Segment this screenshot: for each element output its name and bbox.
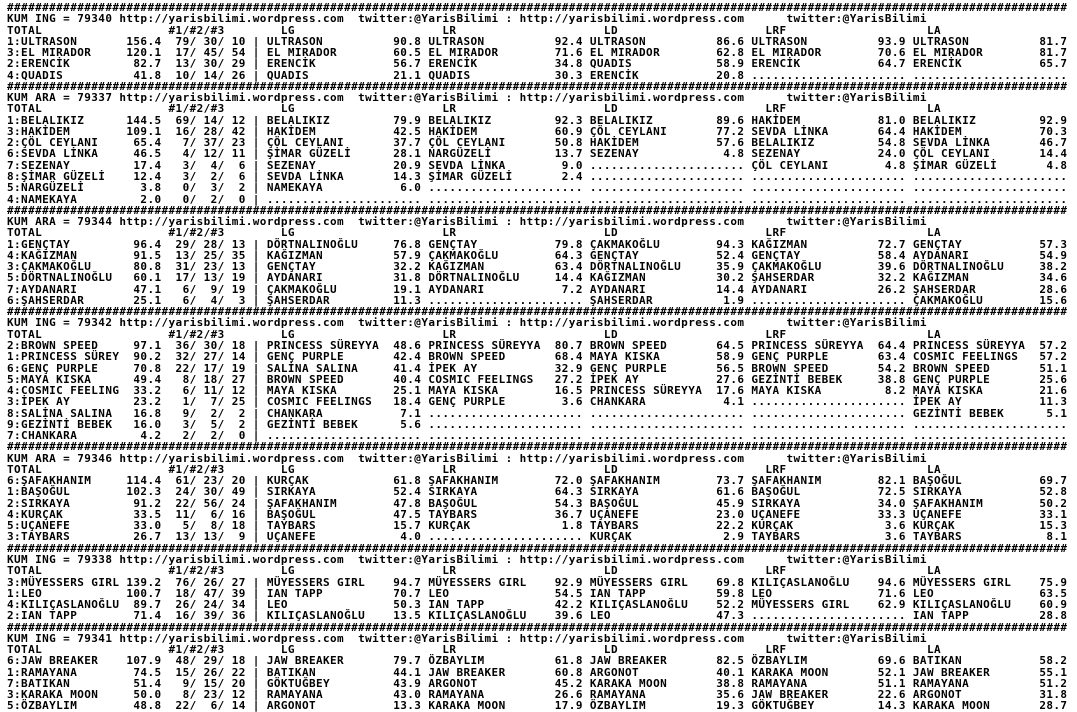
section-header-race-79338: KUM ING = 79338 http://yarisbilimi.wordpress.com twitter:@YarisBilimi : http://yarisbilimi.wordpress.com twitter:@YarisBilimi <box>7 553 927 567</box>
data-row-s2-r2: 3:ÇAKMAKOĞLU 80.8 31/ 23/ 13 | GENÇTAY 32.2 KAĞIZMAN 63.4 DÖRTNALINOĞLU 35.9 ÇAKMAKOĞLU 39.6 DÖRTNALINOĞLU 38.2 <box>7 260 1068 274</box>
data-row-s3-r0: 2:BROWN SPEED 97.1 36/ 30/ 18 | PRINCESS SÜREYYA 48.6 PRINCESS SÜREYYA 80.7 BROWN SPEED 64.5 PRINCESS SÜREYYA 64.4 PRINCESS SÜREYYA 57.2 <box>7 338 1068 352</box>
section-header-race-79341: KUM ING = 79341 http://yarisbilimi.wordpress.com twitter:@YarisBilimi : http://yarisbilimi.wordpress.com twitter:@YarisBilimi <box>7 631 927 645</box>
data-row-s6-r4: 5:ÖZBAYLIM 48.8 22/ 6/ 14 | ARGONOT 13.3 KARAKA MOON 17.9 ÖZBAYLIM 19.3 GÖKTUĞBEY 14.3 KARAKA MOON 28.7 <box>7 699 1068 712</box>
data-row-s1-r6: 5:NARGÜZELİ 3.8 0/ 3/ 2 | NAMEKAYA 6.0 ...................... ...................... ...................... ...................... <box>7 181 1068 195</box>
section-header-race-79346: KUM ARA = 79346 http://yarisbilimi.wordpress.com twitter:@YarisBilimi : http://yarisbilimi.wordpress.com twitter:@YarisBilimi <box>7 451 927 465</box>
data-row-s4-r3: 4:KURÇAK 33.5 11/ 6/ 16 | BAŞOĞUL 47.5 TAYBARS 36.7 UÇANEFE 23.0 UÇANEFE 33.3 UÇANEFE 33.1 <box>7 507 1068 521</box>
data-row-s0-r0: 1:ULTRASON 156.4 79/ 30/ 10 | ULTRASON 90.8 ULTRASON 92.4 ULTRASON 86.6 ULTRASON 93.9 ULTRASON 81.7 <box>7 34 1068 48</box>
section-header-race-79344: KUM ARA = 79344 http://yarisbilimi.wordpress.com twitter:@YarisBilimi : http://yarisbilimi.wordpress.com twitter:@YarisBilimi <box>7 215 927 229</box>
data-row-s2-r5: 6:ŞAHSERDAR 25.1 6/ 4/ 3 | ŞAHSERDAR 11.3 ...................... ŞAHSERDAR 1.9 ...................... ÇAKMAKOĞLU 15.6 <box>7 293 1068 307</box>
section-divider: ####################################################################################################################################################### <box>7 79 1068 93</box>
data-row-s1-r5: 8:ŞİMAR GÜZELİ 12.4 3/ 2/ 6 | SEVDA LİNKA 14.3 ŞİMAR GÜZELİ 2.4 ...................... ...................... ...................... <box>7 169 1068 183</box>
section-header-race-79340: KUM ING = 79340 http://yarisbilimi.wordpress.com twitter:@YarisBilimi : http://yarisbilimi.wordpress.com twitter:@YarisBilimi <box>7 12 927 26</box>
data-row-s5-r1: 1:LEO 100.7 18/ 47/ 39 | IAN TAPP 70.7 LEO 54.5 IAN TAPP 59.8 LEO 71.6 LEO 63.5 <box>7 586 1068 600</box>
data-row-s3-r4: 4:COSMIC FEELING 33.2 6/ 11/ 12 | MAYA KISKA 25.1 MAYA KISKA 16.5 PRINCESS SÜREYYA 17.6 MAYA KISKA 8.2 MAYA KISKA 21.6 <box>7 384 1068 398</box>
data-row-s1-r2: 2:ÇÖL CEYLANI 65.4 7/ 37/ 23 | ÇÖL CEYLANI 37.7 ÇÖL CEYLANI 50.8 HAKİDEM 57.6 BELALIKIZ 54.8 SEVDA LİNKA 46.7 <box>7 136 1068 150</box>
data-row-s0-r1: 3:EL MIRADOR 120.1 17/ 45/ 54 | EL MIRADOR 60.5 EL MIRADOR 71.6 EL MIRADOR 62.8 EL MIRADOR 70.6 EL MIRADOR 81.7 <box>7 46 1068 60</box>
data-row-s1-r4: 7:SEZENAY 17.4 3/ 4/ 6 | SEZENAY 20.9 SEVDA LİNKA 9.0 ...................... ÇÖL CEYLANI 4.8 ŞİMAR GÜZELİ 4.8 <box>7 158 1068 172</box>
section-divider: ####################################################################################################################################################### <box>7 440 1068 454</box>
section-divider: ####################################################################################################################################################### <box>7 620 1068 634</box>
data-row-s4-r1: 1:BAŞOĞUL 102.3 24/ 30/ 49 | SIRKAYA 52.4 SIRKAYA 64.3 SIRKAYA 61.6 BAŞOĞUL 72.5 SIRKAYA 52.8 <box>7 485 1068 499</box>
data-row-s6-r1: 1:RAMAYANA 74.5 15/ 26/ 22 | BATIKAN 44.1 JAW BREAKER 60.8 ARGONOT 40.1 KARAKA MOON 52.1 JAW BREAKER 55.1 <box>7 665 1068 679</box>
data-row-s5-r3: 2:IAN TAPP 71.4 16/ 39/ 36 | KILIÇASLANOĞLU 13.5 KILIÇASLANOĞLU 39.6 LEO 47.3 ...................... IAN TAPP 28.8 <box>7 609 1068 623</box>
data-row-s3-r2: 6:GENÇ PURPLE 70.8 22/ 17/ 19 | SALİNA SALINA 41.4 İPEK AY 32.9 GENÇ PURPLE 56.5 BROWN SPEED 54.2 BROWN SPEED 51.1 <box>7 361 1068 375</box>
data-row-s5-r2: 4:KILIÇASLANOĞLU 89.7 26/ 24/ 34 | LEO 50.3 IAN TAPP 42.2 KILIÇASLANOĞLU 52.2 MÜYESSERS GIRL 62.9 KILIÇASLANOĞLU 60.9 <box>7 598 1068 612</box>
column-headers: TOTAL #1/#2/#3 LG LR LD LRF LA <box>7 564 941 578</box>
data-row-s0-r2: 2:ERENCİK 82.7 13/ 30/ 29 | ERENCİK 56.7 ERENCİK 34.8 QUADIS 58.9 ERENCİK 64.7 ERENCİK 65.7 <box>7 57 1068 71</box>
data-row-s4-r4: 5:UÇANEFE 33.0 5/ 8/ 18 | TAYBARS 15.7 KURÇAK 1.8 TAYBARS 22.2 KURÇAK 3.6 KURÇAK 15.3 <box>7 519 1068 533</box>
data-row-s3-r5: 3:İPEK AY 23.2 1/ 7/ 25 | COSMIC FEELINGS 18.4 GENÇ PURPLE 3.6 CHANKARA 4.1 ...................... İPEK AY 11.3 <box>7 395 1068 409</box>
section-divider: ####################################################################################################################################################### <box>7 305 1068 319</box>
section-divider: ####################################################################################################################################################### <box>7 541 1068 555</box>
data-row-s6-r3: 3:KARAKA MOON 50.0 8/ 23/ 12 | RAMAYANA 43.0 RAMAYANA 26.6 RAMAYANA 35.6 JAW BREAKER 22.6 ARGONOT 31.8 <box>7 688 1068 702</box>
data-row-s3-r6: 8:SALİNA SALINA 16.8 9/ 2/ 2 | CHANKARA 7.1 ...................... ...................... ...................... GEZİNTİ BEBEK 5.1 <box>7 406 1068 420</box>
data-row-s4-r2: 2:SIRKAYA 91.2 22/ 56/ 24 | ŞAFAKHANIM 47.8 BAŞOĞUL 54.3 BAŞOĞUL 45.9 SIRKAYA 34.0 ŞAFAKHANIM 50.2 <box>7 496 1068 510</box>
data-row-s3-r8: 7:CHANKARA 4.2 2/ 2/ 0 | ...................... ...................... ...................... ...................... ...................... <box>7 429 1068 443</box>
column-headers: TOTAL #1/#2/#3 LG LR LD LRF LA <box>7 23 941 37</box>
column-headers: TOTAL #1/#2/#3 LG LR LD LRF LA <box>7 643 941 657</box>
data-row-s1-r1: 3:HAKİDEM 109.1 16/ 28/ 42 | HAKİDEM 42.5 HAKİDEM 60.9 ÇÖL CEYLANI 77.2 SEVDA LİNKA 64.4 HAKİDEM 70.3 <box>7 124 1068 138</box>
data-row-s2-r1: 4:KAĞIZMAN 91.5 13/ 25/ 35 | KAĞIZMAN 57.9 ÇAKMAKOĞLU 64.3 GENÇTAY 52.4 GENÇTAY 58.4 AYDANARI 54.9 <box>7 248 1068 262</box>
data-row-s2-r0: 1:GENÇTAY 96.4 29/ 28/ 13 | DÖRTNALINOĞLU 76.8 GENÇTAY 79.8 ÇAKMAKOĞLU 94.3 KAĞIZMAN 72.7 GENÇTAY 57.3 <box>7 237 1068 251</box>
column-headers: TOTAL #1/#2/#3 LG LR LD LRF LA <box>7 226 941 240</box>
data-row-s4-r0: 6:ŞAFAKHANIM 114.4 61/ 23/ 20 | KURÇAK 61.8 ŞAFAKHANIM 72.0 ŞAFAKHANIM 73.7 ŞAFAKHANIM 82.1 BAŞOĞUL 69.7 <box>7 474 1068 488</box>
section-header-race-79342: KUM ING = 79342 http://yarisbilimi.wordpress.com twitter:@YarisBilimi : http://yarisbilimi.wordpress.com twitter:@YarisBilimi <box>7 316 927 330</box>
column-headers: TOTAL #1/#2/#3 LG LR LD LRF LA <box>7 102 941 116</box>
data-row-s6-r2: 7:BATIKAN 51.4 9/ 15/ 20 | GÖKTUĞBEY 43.9 ARGONOT 45.2 KARAKA MOON 38.8 RAMAYANA 51.1 RAMAYANA 51.2 <box>7 676 1068 690</box>
data-row-s5-r0: 3:MÜYESSERS GIRL 139.2 76/ 26/ 27 | MÜYESSERS GIRL 94.7 MÜYESSERS GIRL 92.9 MÜYESSERS GIRL 69.8 KILIÇASLANOĞLU 94.6 MÜYESSERS GIRL 75.9 <box>7 575 1068 589</box>
section-divider: ####################################################################################################################################################### <box>7 1 1068 14</box>
data-row-s1-r7: 4:NAMEKAYA 2.0 0/ 2/ 0 | ...................... ...................... ...................... ...................... ...................... <box>7 192 1068 206</box>
data-row-s3-r3: 5:MAYA KISKA 49.4 8/ 18/ 27 | BROWN SPEED 40.4 COSMIC FEELINGS 27.2 İPEK AY 27.6 GEZİNTİ BEBEK 38.8 GENÇ PURPLE 25.6 <box>7 372 1068 386</box>
column-headers: TOTAL #1/#2/#3 LG LR LD LRF LA <box>7 462 941 476</box>
data-row-s4-r5: 3:TAYBARS 26.7 13/ 13/ 9 | UÇANEFE 4.0 ...................... KURÇAK 2.9 TAYBARS 3.6 TAYBARS 8.1 <box>7 530 1068 544</box>
section-header-race-79337: KUM ARA = 79337 http://yarisbilimi.wordpress.com twitter:@YarisBilimi : http://yarisbilimi.wordpress.com twitter:@YarisBilimi <box>7 91 927 105</box>
data-row-s2-r3: 5:DÖRTNALINOĞLU 60.1 17/ 13/ 19 | AYDANARI 31.8 DÖRTNALINOĞLU 14.4 KAĞIZMAN 30.2 ŞAHSERDAR 32.2 KAĞIZMAN 34.6 <box>7 271 1068 285</box>
column-headers: TOTAL #1/#2/#3 LG LR LD LRF LA <box>7 327 941 341</box>
data-row-s1-r3: 6:SEVDA LİNKA 46.5 4/ 12/ 11 | ŞİMAR GÜZELİ 28.1 NARGÜZELİ 13.7 SEZENAY 4.8 SEZENAY 24.0 ÇÖL CEYLANI 14.4 <box>7 147 1068 161</box>
data-row-s1-r0: 1:BELALIKIZ 144.5 69/ 14/ 12 | BELALIKIZ 79.9 BELALIKIZ 92.3 BELALIKIZ 89.6 HAKİDEM 81.0 BELALIKIZ 92.9 <box>7 113 1068 127</box>
data-row-s6-r0: 6:JAW BREAKER 107.9 48/ 29/ 18 | JAW BREAKER 79.7 ÖZBAYLIM 61.8 JAW BREAKER 82.5 ÖZBAYLIM 69.6 BATIKAN 58.2 <box>7 654 1068 668</box>
data-row-s3-r1: 1:PRINCESS SÜREY 90.2 32/ 27/ 14 | GENÇ PURPLE 42.4 BROWN SPEED 68.4 MAYA KISKA 58.9 GENÇ PURPLE 63.4 COSMIC FEELINGS 57.2 <box>7 350 1068 364</box>
data-row-s3-r7: 9:GEZİNTİ BEBEK 16.0 3/ 5/ 2 | GEZİNTİ BEBEK 5.6 ...................... ...................... ...................... ...................... <box>7 417 1068 431</box>
data-row-s2-r4: 7:AYDANARI 47.1 6/ 9/ 19 | ÇAKMAKOĞLU 19.1 AYDANARI 7.2 AYDANARI 14.4 AYDANARI 26.2 ŞAHSERDAR 28.6 <box>7 282 1068 296</box>
data-row-s0-r3: 4:QUADIS 41.8 10/ 14/ 26 | QUADIS 21.1 QUADIS 30.3 ERENCİK 20.8 ...................... ...................... <box>7 68 1068 82</box>
section-divider: ####################################################################################################################################################### <box>7 203 1068 217</box>
